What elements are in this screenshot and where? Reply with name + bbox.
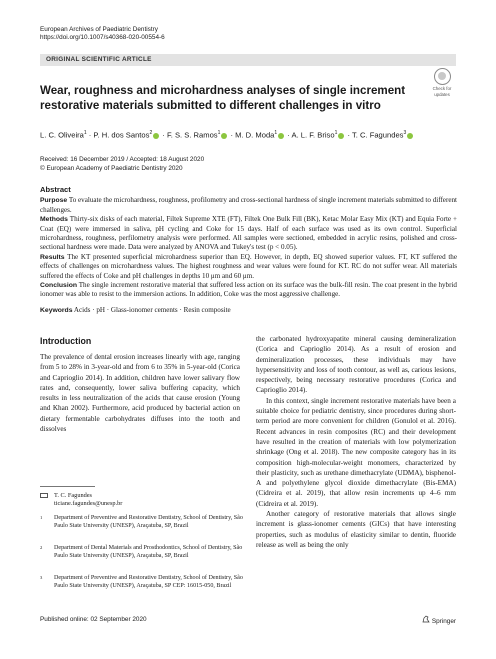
publisher-name: Springer (431, 618, 456, 625)
author-name[interactable]: L. C. Oliveira (40, 130, 84, 140)
abstract (40, 185, 457, 300)
author-name[interactable]: T. C. Fagundes (351, 130, 404, 140)
affiliation-text: Department of Preventive and Restorative Dentistry, School of Dentistry, São Paulo State University (UNESP), Araçatuba, SP, Brazil (54, 515, 243, 529)
received-date: Received: 16 December 2019 / Accepted: 18 August 2020 (40, 156, 205, 163)
conclusion-text: The single increment restorative material that suffered less action on its surface was the bulk-fill resin. The coat present in the hybrid ionomer was able to resist to the immersion actions. In addition, Coke was the most aggressive challenge. (40, 281, 457, 299)
copyright: © European Academy of Paediatric Dentistry 2020 (40, 164, 183, 172)
affiliation (40, 515, 250, 531)
purpose-label: Purpose (40, 197, 68, 205)
check-label-2: updates (434, 92, 450, 97)
right-column (256, 334, 456, 550)
affiliation-number: 2 (40, 545, 43, 550)
keywords (40, 306, 457, 315)
author-name[interactable]: A. L. F. Briso (291, 130, 335, 140)
left-column (40, 352, 240, 434)
intro-paragraph: The prevalence of dental erosion increases linearly with age, ranging from 5 to 28% in 3-year-old and from 6 to 35% in 5-year-old (Corica and Caprioglio 2014). In addition, children have lower salivary flow rates and, consequently, lower saliva buffering capacity, which results in less neutralization of the acids that cause erosion (Young and Khan 2002). Furthermore, acid produced by bacterial action on dietary fermentable carbohydrates diffuses into the tooth and dissolves (40, 353, 240, 434)
author-name[interactable]: F. S. S. Ramos (166, 130, 218, 140)
abstract-heading: Abstract (40, 185, 71, 194)
results-label: Results (40, 253, 65, 261)
keywords-text: Acids · pH · Glass-ionomer cements · Resin composite (73, 306, 231, 314)
published-date: Published online: 02 September 2020 (40, 616, 147, 623)
keywords-label: Keywords (40, 307, 73, 314)
affiliation (40, 545, 250, 561)
doi-link[interactable]: https://doi.org/10.1007/s40368-020-00554-6 (40, 34, 165, 42)
orcid-icon[interactable] (278, 133, 284, 139)
purpose-text: To evaluate the microhardness, roughness, profilometry and cross-sectional hardness of single increment materials submitted to different challenges. (40, 196, 457, 214)
article-type-label: ORIGINAL SCIENTIFIC ARTICLE (46, 56, 152, 63)
affiliation-text: Department of Preventive and Restorative Dentistry, School of Dentistry, São Paulo State University (UNESP), Araçatuba, SP CEP: 16015-050, Brazil (54, 575, 243, 589)
author-list: L. C. Oliveira$^1$ · P. H. dos Santos$^2$ · F. S. S. Ramos$^1$ · M. D. Moda$^1$ · A. L. F. Briso$^1$ · T. C. Fagundes$^3$ (40, 128, 460, 141)
article-title: Wear, roughness and microhardness analyses of single increment restorative materials submitted to different challenges in vitro (40, 84, 406, 112)
orcid-icon[interactable] (153, 133, 159, 139)
affiliation-text: Department of Dental Materials and Prosthodontics, School of Dentistry, São Paulo State University (UNESP), Araçatuba, SP, Brazil (54, 545, 243, 559)
footnote-divider (40, 486, 95, 487)
methods-text: Thirty-six disks of each material, Filtek Supreme XTE (FT), Filtek One Bulk Fill (BK), Ketac Molar Easy Mix (KT) and Equia Forte + Coat (EQ) were immersed in saliva, pH cycling and Coke for 15 days. Half of each surface was used as its own control. Superficial microhardness, roughness, perfilometry analysis were performed. All samples were sectioned, embedded in acrylic resins, polished and cross-sectional hardness were made. Data were analyzed by ANOVA and Tukey's test (p < 0.05). (40, 215, 457, 252)
page-footer (40, 616, 456, 623)
intro-paragraph: Another category of restorative materials that allows single increment is glass-ionomer cements (GICs) that have interesting properties, such as modulus of elasticity similar to dentin, fluoride release as well as being the only (256, 510, 456, 549)
methods-label: Methods (40, 216, 68, 224)
abstract-purpose (40, 196, 457, 215)
abstract-methods (40, 215, 457, 253)
article-dates (40, 156, 204, 173)
affiliation-number: 1 (40, 515, 43, 520)
author-name[interactable]: P. H. dos Santos (93, 130, 150, 140)
article-type-bar (40, 54, 456, 66)
intro-heading: Introduction (40, 336, 92, 346)
orcid-icon[interactable] (407, 133, 413, 139)
orcid-icon[interactable] (338, 133, 344, 139)
affiliation-number: 3 (40, 575, 43, 580)
corr-name: T. C. Fagundes (54, 492, 93, 499)
springer-horse-icon (422, 615, 430, 623)
check-label-1: Check for (432, 86, 452, 91)
affiliation (40, 575, 250, 591)
correspondence (40, 492, 122, 508)
envelope-icon (40, 493, 48, 498)
results-text: The KT presented superficial microhardness superior than EQ. However, in depth, EQ showed superior values. FT, KT suffered the effects of challenges on microhardness values. The highest roughness and wear values were found for KT. RC do not suffer wear. All materials suffered the effects of Coke and pH challenges in depths 10 μm and 60 μm. (40, 252, 457, 280)
abstract-conclusion (40, 281, 457, 300)
publisher-logo (422, 615, 456, 625)
author-name[interactable]: M. D. Moda (235, 130, 275, 140)
abstract-results (40, 253, 457, 281)
corr-email[interactable]: ticiane.fagundes@unesp.br (54, 500, 123, 507)
check-for-updates-button[interactable] (427, 68, 457, 97)
check-updates-icon (434, 68, 451, 85)
intro-paragraph: the carbonated hydroxyapatite mineral causing demineralization (Corica and Caprioglio 2014). As a result of erosion and demineralization processes, these individuals may have hypersensitivity and loss of tooth contour, as well as, carious lesions, respectively, being necessary restorative procedures (Corica and Caprioglio 2014). (256, 335, 456, 395)
orcid-icon[interactable] (221, 133, 227, 139)
conclusion-label: Conclusion (40, 282, 78, 290)
intro-paragraph: In this context, single increment restorative materials have been a suitable choice for pediatric dentistry, since procedures during short-term period are more convenient for children (Gonulol et al. 2016). Recent advances in resin composites (RC) and their development have resulted in the creation of materials with low polymerization shrinkage (Ong et al. 2018). The new composite category has in its composition high-molecular-weight monomers, characterized by their plasticity, such as urethane dimethacrylate (UDMA), bisphenol-A and polyethylene glycol dioxide dimethacrylate (Bis-EMA) (Cidreira et al. 2019), that allow resin increments up 4–6 mm (Cidreira et al. 2019). (256, 396, 456, 508)
journal-name: European Archives of Paediatric Dentistry (40, 26, 158, 33)
journal-header (40, 26, 165, 43)
